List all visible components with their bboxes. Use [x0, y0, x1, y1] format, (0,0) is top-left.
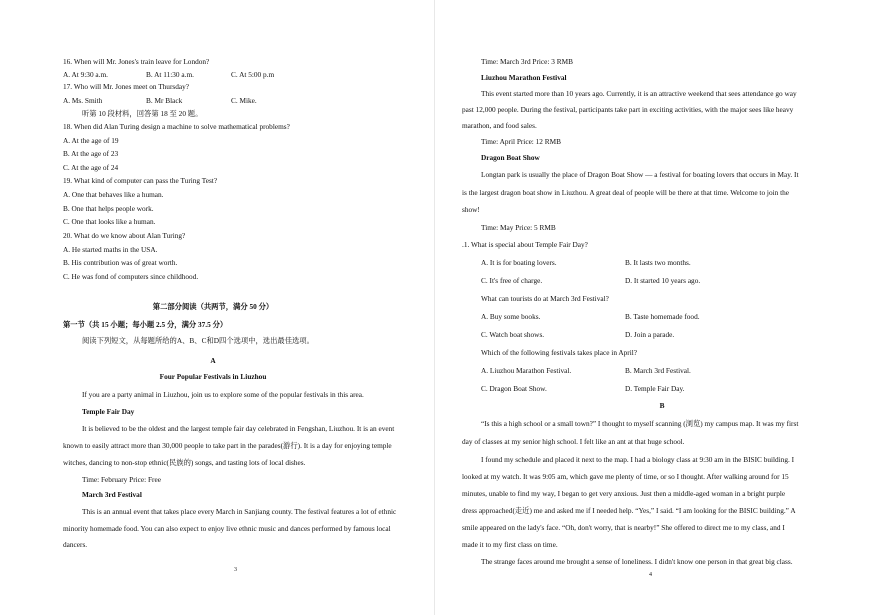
- dragon-boat-line-1: Longtan park is usually the place of Dragon Boat Show — a festival for boating lovers that occurs in May. It: [481, 170, 799, 179]
- q18-option-a: A. At the age of 19: [63, 136, 119, 145]
- question-18: 18. When did Alan Turing design a machine to solve mathematical problems?: [63, 122, 290, 131]
- march-3rd-time-price: Time: March 3rd Price: 3 RMB: [481, 57, 573, 66]
- q23-option-b: B. March 3rd Festival.: [625, 366, 691, 375]
- marathon-line-1: This event started more than 10 years ago. Currently, it is an attractive weekend that sees attendance go way: [481, 89, 797, 98]
- question-21: .1. What is special about Temple Fair Day?: [462, 240, 588, 249]
- question-22: What can tourists do at March 3rd Festival?: [481, 294, 609, 303]
- march-3rd-line-3: dancers.: [63, 540, 88, 549]
- dragon-boat-line-3: show!: [462, 205, 480, 214]
- q22-option-a: A. Buy some books.: [481, 312, 541, 321]
- temple-fair-heading: Temple Fair Day: [82, 407, 135, 416]
- q22-option-c: C. Watch boat shows.: [481, 330, 545, 339]
- dragon-boat-heading: Dragon Boat Show: [481, 153, 540, 162]
- passage-b-line-5: minutes, unable to find my way, I began to get very anxious. Just then a middle-aged woman in a bright purple: [462, 489, 786, 498]
- reading-instruction: 阅读下列短文，从每题所给的A、B、C和D四个选项中，选出最佳选项。: [82, 336, 314, 345]
- q16-option-a: A. At 9:30 a.m.: [63, 70, 108, 79]
- q20-option-b: B. His contribution was of great worth.: [63, 258, 178, 267]
- dragon-boat-time-price: Time: May Price: 5 RMB: [481, 223, 556, 232]
- q19-option-a: A. One that behaves like a human.: [63, 190, 164, 199]
- marathon-line-3: marathon, and food sales.: [462, 121, 537, 130]
- marathon-heading: Liuzhou Marathon Festival: [481, 73, 567, 82]
- q23-option-a: A. Liuzhou Marathon Festival.: [481, 366, 572, 375]
- dragon-boat-line-2: is the largest dragon boat show in Liuzhou. A great deal of people will be there at that time. Welcome to join the: [462, 188, 790, 197]
- passage-b-line-3: I found my schedule and placed it next to the map. I had a biology class at 9:30 am in the BISIC building. I: [481, 455, 795, 464]
- section-one-heading: 第一节（共 15 小题；每小题 2.5 分，满分 37.5 分）: [63, 320, 228, 329]
- question-23: Which of the following festivals takes place in April?: [481, 348, 638, 357]
- passage-b-line-2: day of classes at my senior high school. I felt like an ant at that huge school.: [462, 437, 685, 446]
- passage-a-letter: A: [210, 356, 216, 365]
- q21-option-a: A. It is for boating lovers.: [481, 258, 557, 267]
- marathon-time-price: Time: April Price: 12 RMB: [481, 137, 562, 146]
- temple-fair-time-price: Time: February Price: Free: [82, 475, 161, 484]
- marathon-line-2: past 12,000 people. During the festival, participants take part in exciting activities, with the major sees like heavy: [462, 105, 794, 114]
- page-number-left: 3: [234, 567, 237, 573]
- q21-option-b: B. It lasts two months.: [625, 258, 691, 267]
- q22-option-d: D. Join a parade.: [625, 330, 675, 339]
- march-3rd-line-1: This is an annual event that takes place every March in Sanjiang county. The festival features a lot of ethnic: [82, 507, 397, 516]
- passage-b-line-9: The strange faces around me brought a sense of loneliness. I didn't know one person in that great big class.: [481, 557, 793, 566]
- passage-a-title: Four Popular Festivals in Liuzhou: [159, 372, 267, 381]
- march-3rd-heading: March 3rd Festival: [82, 490, 142, 499]
- q17-option-b: B. Mr Black: [146, 96, 183, 105]
- question-20: 20. What do we know about Alan Turing?: [63, 231, 186, 240]
- question-19: 19. What kind of computer can pass the Turing Test?: [63, 176, 218, 185]
- q19-option-b: B. One that helps people work.: [63, 204, 154, 213]
- q19-option-c: C. One that looks like a human.: [63, 217, 156, 226]
- q17-option-c: C. Mike.: [231, 96, 257, 105]
- temple-fair-line-1: It is believed to be the oldest and the largest temple fair day celebrated in Fengshan, Liuzhou. It is an event: [82, 424, 395, 433]
- q20-option-c: C. He was fond of computers since childhood.: [63, 272, 199, 281]
- temple-fair-line-2: known to easily attract more than 30,000 people to take part in the parades(游行). It is a day for enjoying temple: [63, 441, 392, 450]
- part-two-heading: 第二部分阅读（共两节，满分 50 分）: [152, 302, 274, 311]
- passage-b-letter: B: [659, 401, 665, 410]
- passage-a-intro: If you are a party animal in Liuzhou, join us to explore some of the popular festivals in this area.: [82, 390, 364, 399]
- q17-option-a: A. Ms. Smith: [63, 96, 103, 105]
- temple-fair-line-3: witches, dancing to non-stop ethnic(民族的) songs, and tasting lots of local dishes.: [63, 458, 306, 467]
- passage-b-line-8: made it to my first class on time.: [462, 540, 558, 549]
- right-page: [435, 0, 870, 615]
- q22-option-b: B. Taste homemade food.: [625, 312, 700, 321]
- q21-option-d: D. It started 10 years ago.: [625, 276, 701, 285]
- passage-b-line-1: “Is this a high school or a small town?” I thought to myself scanning (浏览) my campus map. It was my first: [481, 419, 799, 428]
- passage-b-line-4: looked at my watch. It was 9:05 am, which gave me plenty of time, or so I thought. After walking around for 15: [462, 472, 789, 481]
- listening-instruction: 听第 10 段材料，回答第 18 至 20 题。: [82, 109, 203, 118]
- march-3rd-line-2: minority homemade food. You can also expect to enjoy live ethnic music and dances performed by famous local: [63, 524, 391, 533]
- question-17: 17. Who will Mr. Jones meet on Thursday?: [63, 82, 189, 91]
- q16-option-c: C. At 5:00 p.m: [231, 70, 275, 79]
- q16-option-b: B. At 11:30 a.m.: [146, 70, 194, 79]
- passage-b-line-7: smile appeared on the lady's face. “Oh, don't worry, that is nearby!” She offered to direct me to my class, and I: [462, 523, 785, 532]
- q18-option-c: C. At the age of 24: [63, 163, 119, 172]
- question-16: 16. When will Mr. Jones's train leave for London?: [63, 57, 210, 66]
- q23-option-c: C. Dragon Boat Show.: [481, 384, 547, 393]
- page-number-right: 4: [649, 572, 652, 578]
- q20-option-a: A. He started maths in the USA.: [63, 245, 158, 254]
- passage-b-line-6: dress approached(走近) me and asked me if I needed help. “Yes,” I said. “I am looking for the BISIC building.” A: [462, 506, 796, 515]
- q18-option-b: B. At the age of 23: [63, 149, 119, 158]
- q23-option-d: D. Temple Fair Day.: [625, 384, 685, 393]
- q21-option-c: C. It's free of charge.: [481, 276, 543, 285]
